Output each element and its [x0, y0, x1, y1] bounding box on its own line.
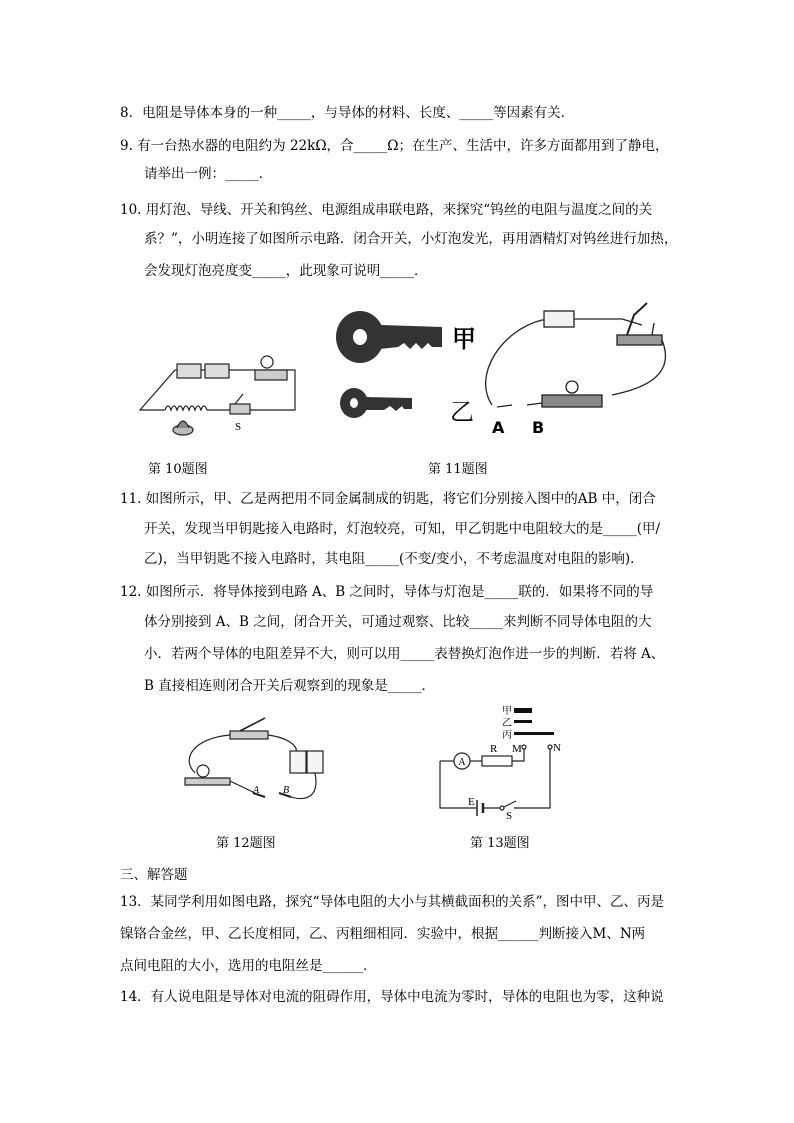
q9-line2: 请举出一例：_____．: [144, 166, 273, 182]
figure-13-circuit: [432, 703, 562, 821]
section-3-title: 三、解答题: [120, 867, 188, 883]
fig12-label-a: A: [253, 785, 260, 796]
fig10-caption: 第 10题图: [148, 462, 208, 477]
q9-line1: 9. 有一台热水器的电阻约为 22kΩ，合_____Ω；在生产、生活中，许多方面都用到了静电，: [120, 138, 669, 154]
q12-line3: 小．若两个导体的电阻差异不大，则可以用_____表替换灯泡作进一步的判断．若将 A、: [144, 646, 665, 662]
q12-line4: B 直接相连则闭合开关后观察到的现象是_____．: [144, 678, 435, 694]
fig13-r: R: [490, 743, 498, 755]
fig13-yi: 乙: [502, 718, 512, 729]
fig11-label-a: A: [492, 418, 505, 437]
q10-line1: 10. 用灯泡、导线、开关和钨丝、电源组成串联电路，来探究“钨丝的电阻与温度之间的关: [120, 202, 653, 218]
q10-line3: 会发现灯泡亮度变_____，此现象可说明_____．: [144, 263, 428, 279]
figure-12-circuit: [175, 713, 335, 808]
fig11-key-yi: 乙: [450, 398, 474, 426]
fig12-label-b: B: [283, 785, 290, 796]
q14-line1: 14．有人说电阻是导体对电流的阻碍作用，导体中电流为零时，导体的电阻也为零，这种说: [120, 989, 664, 1005]
fig13-s: S: [506, 810, 513, 821]
q8-line1: 8．电阻是导体本身的一种_____，与导体的材料、长度、_____等因素有关．: [120, 105, 575, 121]
fig13-jia: 甲: [502, 706, 512, 717]
fig12-caption: 第 12题图: [216, 836, 276, 851]
q13-line1: 13．某同学利用如图电路，探究“导体电阻的大小与其横截面积的关系”，图中甲、乙、丙是: [120, 894, 664, 910]
fig13-m: M: [512, 743, 522, 755]
q12-line2: 体分别接到 A、B 之间，闭合开关，可通过观察、比较_____来判断不同导体电阻的大: [144, 614, 652, 630]
q13-line2: 镍铬合金丝，甲、乙长度相同，乙、丙粗细相同．实验中，根据______判断接入M、N两: [120, 926, 646, 942]
fig13-e: E: [468, 796, 475, 808]
fig13-ammeter: A: [458, 757, 466, 768]
fig11-label-b: B: [532, 418, 545, 437]
fig13-n: N: [553, 742, 561, 754]
q11-line1: 11. 如图所示，甲、乙是两把用不同金属制成的钥匙，将它们分别接入图中的AB 中，闭合: [120, 491, 656, 507]
figure-11-circuit: [332, 295, 672, 440]
fig13-caption: 第 13题图: [470, 836, 530, 851]
q10-line2: 系？”，小明连接了如图所示电路．闭合开关，小灯泡发光，再用酒精灯对钨丝进行加热，: [144, 231, 678, 247]
q11-line3: 乙)，当甲钥匙不接入电路时，其电阻_____(不变/变小，不考虑温度对电阻的影响)．: [144, 551, 644, 567]
fig13-bing: 丙: [502, 730, 512, 741]
figure-10-circuit: [135, 350, 300, 445]
fig10-label-s: S: [235, 421, 242, 433]
q12-line1: 12. 如图所示．将导体接到电路 A、B 之间时，导体与灯泡是_____联的．如果将不同的导: [120, 584, 654, 600]
q11-line2: 开关，发现当甲钥匙接入电路时，灯泡较亮，可知，甲乙钥匙中电阻较大的是_____(甲/: [144, 521, 661, 537]
fig11-key-jia: 甲: [452, 325, 476, 353]
fig11-caption: 第 11题图: [428, 462, 488, 477]
q13-line3: 点间电阻的大小，选用的电阻丝是______．: [120, 958, 377, 974]
